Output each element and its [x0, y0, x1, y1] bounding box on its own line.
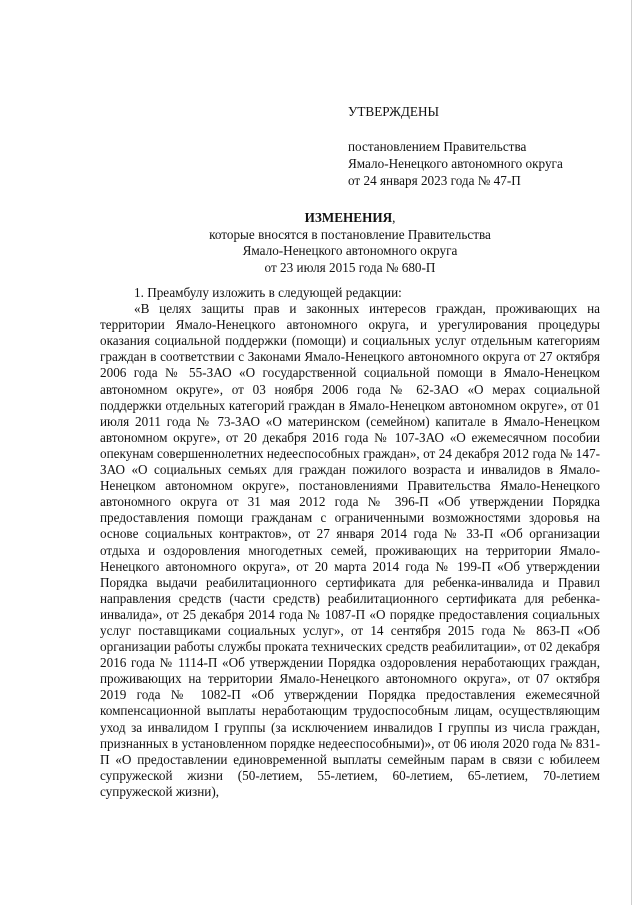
heading-line-1: которые вносятся в постановление Правительства	[209, 226, 491, 242]
approval-block	[348, 103, 563, 189]
document-heading	[100, 210, 600, 276]
item-1: 1. Преамбулу изложить в следующей редакции:	[134, 285, 402, 300]
document-body	[100, 285, 600, 800]
page-edge-divider	[631, 0, 632, 905]
heading-line-2: Ямало-Ненецкого автономного округа	[242, 243, 458, 258]
preamble-paragraph: «В целях защиты прав и законных интересов граждан, проживающих на территории Ямало-Ненецкого автономного округа, и урегулирования процедуры оказания социальной поддержки (помощи) и социальных услуг отдельным категориям граждан в соответствии с Законами Ямало-Ненецкого автономного округа от 27 октября 2006 года № 55-ЗАО «О государственной социальной помощи в Ямало-Ненецком автономном округе», от 03 ноября 2006 года № 62-ЗАО «О мерах социальной поддержки отдельных категорий граждан в Ямало-Ненецком автономном округе», от 01 июля 2011 года № 73-ЗАО «О материнском (семейном) капитале в Ямало-Ненецком автономном округе», от 20 декабря 2016 года № 107-ЗАО «О ежемесячном пособии опекунам совершеннолетних недееспособных граждан», от 24 декабря 2012 года № 147-ЗАО «О социальных семьях для граждан пожилого возраста и инвалидов в Ямало-Ненецком автономном округе», постановлениями Правительства Ямало-Ненецкого автономного округа от 31 мая 2012 года № 396-П «Об утверждении Порядка предоставления помощи гражданам с ограниченными возможностями здоровья на основе социальных контрактов», от 27 января 2014 года № 33-П «Об организации отдыха и оздоровления многодетных семей, проживающих на территории Ямало-Ненецкого автономного округа», от 20 марта 2014 года № 199-П «Об утверждении Порядка выдачи реабилитационного сертификата для ребенка-инвалида и Правил направления средств (части средств) реабилитационного сертификата для ребенка-инвалида», от 25 декабря 2014 года № 1087-П «О порядке предоставления социальных услуг поставщиками социальных услуг», от 14 сентября 2015 года № 863-П «Об организации работы службы проката технических средств реабилитации», от 02 декабря 2016 года № 1114-П «Об утверждении Порядка оздоровления неработающих граждан, проживающих на территории Ямало-Ненецкого автономного округа», от 07 октября 2019 года № 1082-П «Об утверждении Порядка предоставления ежемесячной компенсационной выплаты неработающим трудоспособным лицам, осуществляющим уход за инвалидом I группы (за исключением инвалидов I группы из числа граждан, признанных в установленном порядке недееспособными)», от 06 июля 2020 года № 831-П «О предоставлении единовременной выплаты семейным парам в связи с юбилеем супружеской жизни (50-летием, 55-летием, 60-летием, 65-летием, 70-летием супружеской жизни),	[100, 301, 600, 799]
heading-line-3: от 23 июля 2015 года № 680-П	[264, 259, 436, 275]
approval-line-3: от 24 января 2023 года № 47-П	[348, 173, 521, 188]
approval-title: УТВЕРЖДЕНЫ	[348, 104, 440, 119]
heading-title-suffix: ,	[392, 210, 396, 225]
heading-title-line	[100, 210, 600, 227]
heading-title: ИЗМЕНЕНИЯ	[304, 210, 393, 225]
approval-line-2: Ямало-Ненецкого автономного округа	[348, 156, 563, 171]
approval-line-1: постановлением Правительства	[348, 139, 527, 154]
